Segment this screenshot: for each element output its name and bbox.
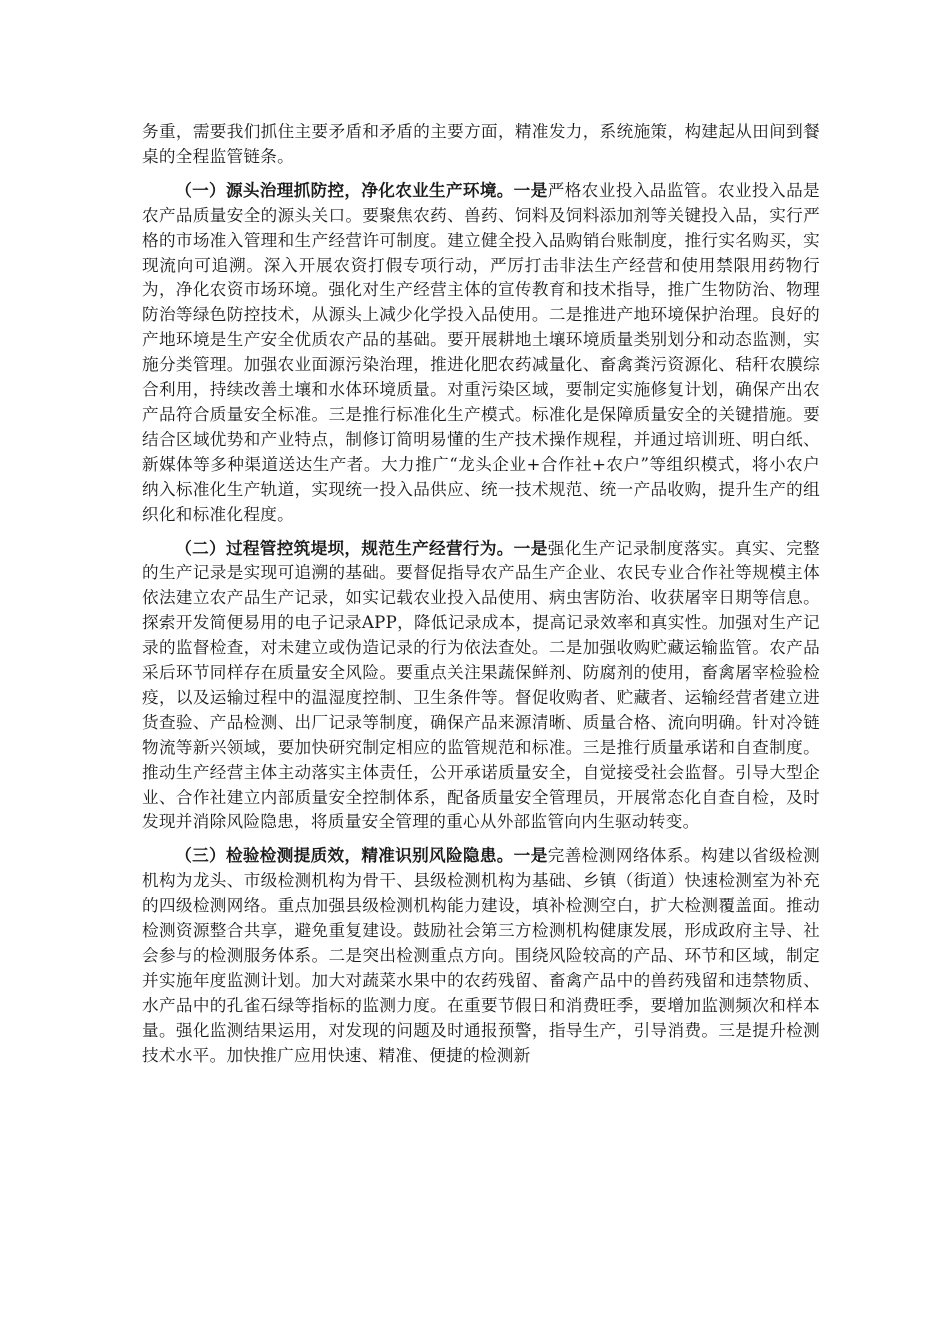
section-2-heading: （二）过程管控筑堤坝，规范生产经营行为。: [175, 538, 514, 558]
section-2-text: 强化生产记录制度落实。真实、完整的生产记录是实现可追溯的基础。要督促指导农产品生产企业、农民专业合作社等规模主体依法建立农产品生产记录，如实记载农业投入品使用、病虫害防治、收获屠宰日期等信息。探索开发简便易用的电子记录APP，降低记录成本，提高记录效率和真实性。加强对生产记录的监督检查，对未建立或伪造记录的行为依法查处。二是加强收购贮藏运输监管。农产品采后环节同样存在质量安全风险。要重点关注果蔬保鲜剂、防腐剂的使用，畜禽屠宰检验检疫，以及运输过程中的温湿度控制、卫生条件等。督促收购者、贮藏者、运输经营者建立进货查验、产品检测、出厂记录等制度，确保产品来源清晰、质量合格、流向明确。针对冷链物流等新兴领域，要加快研究制定相应的监管规范和标准。三是推行质量承诺和自查制度。推动生产经营主体主动落实主体责任，公开承诺质量安全，自觉接受社会监督。引导大型企业、合作社建立内部质量安全控制体系，配备质量安全管理员，开展常态化自查自检，及时发现并消除风险隐患，将质量安全管理的重心从外部监管向内生驱动转变。: [142, 538, 820, 832]
section-2-paragraph: [142, 537, 820, 836]
section-1-heading: （一）源头治理抓防控，净化农业生产环境。: [175, 180, 514, 200]
section-3-heading: （三）检验检测提质效，精准识别风险隐患。: [175, 846, 514, 866]
section-1-paragraph: [142, 179, 820, 528]
section-1-lead: 一是: [513, 180, 548, 200]
document-body: [142, 120, 820, 1078]
section-3-paragraph: [142, 844, 820, 1068]
section-2-lead: 一是: [513, 538, 548, 558]
paragraph-text: 务重，需要我们抓住主要矛盾和矛盾的主要方面，精准发力，系统施策，构建起从田间到餐桌的全程监管链条。: [142, 122, 820, 166]
paragraph-continuation: [142, 120, 820, 170]
section-3-lead: 一是: [513, 846, 548, 866]
section-3-text: 完善检测网络体系。构建以省级检测机构为龙头、市级检测机构为骨干、县级检测机构为基础、乡镇（街道）快速检测室为补充的四级检测网络。重点加强县级检测机构能力建设，填补检测空白，扩大检测覆盖面。推动检测资源整合共享，避免重复建设。鼓励社会第三方检测机构健康发展，形成政府主导、社会参与的检测服务体系。二是突出检测重点方向。围绕风险较高的产品、环节和区域，制定并实施年度监测计划。加大对蔬菜水果中的农药残留、畜禽产品中的兽药残留和违禁物质、水产品中的孔雀石绿等指标的监测力度。在重要节假日和消费旺季，要增加监测频次和样本量。强化监测结果运用，对发现的问题及时通报预警，指导生产，引导消费。三是提升检测技术水平。加快推广应用快速、精准、便捷的检测新: [142, 846, 820, 1065]
section-1-text: 严格农业投入品监管。农业投入品是农产品质量安全的源头关口。要聚焦农药、兽药、饲料及饲料添加剂等关键投入品，实行严格的市场准入管理和生产经营许可制度。建立健全投入品购销台账制度，推行实名购买，实现流向可追溯。深入开展农资打假专项行动，严厉打击非法生产经营和使用禁限用药物行为，净化农资市场环境。强化对生产经营主体的宣传教育和技术指导，推广生物防治、物理防治等绿色防控技术，从源头上减少化学投入品使用。二是推进产地环境保护治理。良好的产地环境是生产安全优质农产品的基础。要开展耕地土壤环境质量类别划分和动态监测，实施分类管理。加强农业面源污染治理，推进化肥农药减量化、畜禽粪污资源化、秸秆农膜综合利用，持续改善土壤和水体环境质量。对重污染区域，要制定实施修复计划，确保产出农产品符合质量安全标准。三是推行标准化生产模式。标准化是保障质量安全的关键措施。要结合区域优势和产业特点，制修订简明易懂的生产技术操作规程，并通过培训班、明白纸、新媒体等多种渠道送达生产者。大力推广“龙头企业+合作社+农户”等组织模式，将小农户纳入标准化生产轨道，实现统一投入品供应、统一技术规范、统一产品收购，提升生产的组织化和标准化程度。: [142, 180, 820, 524]
